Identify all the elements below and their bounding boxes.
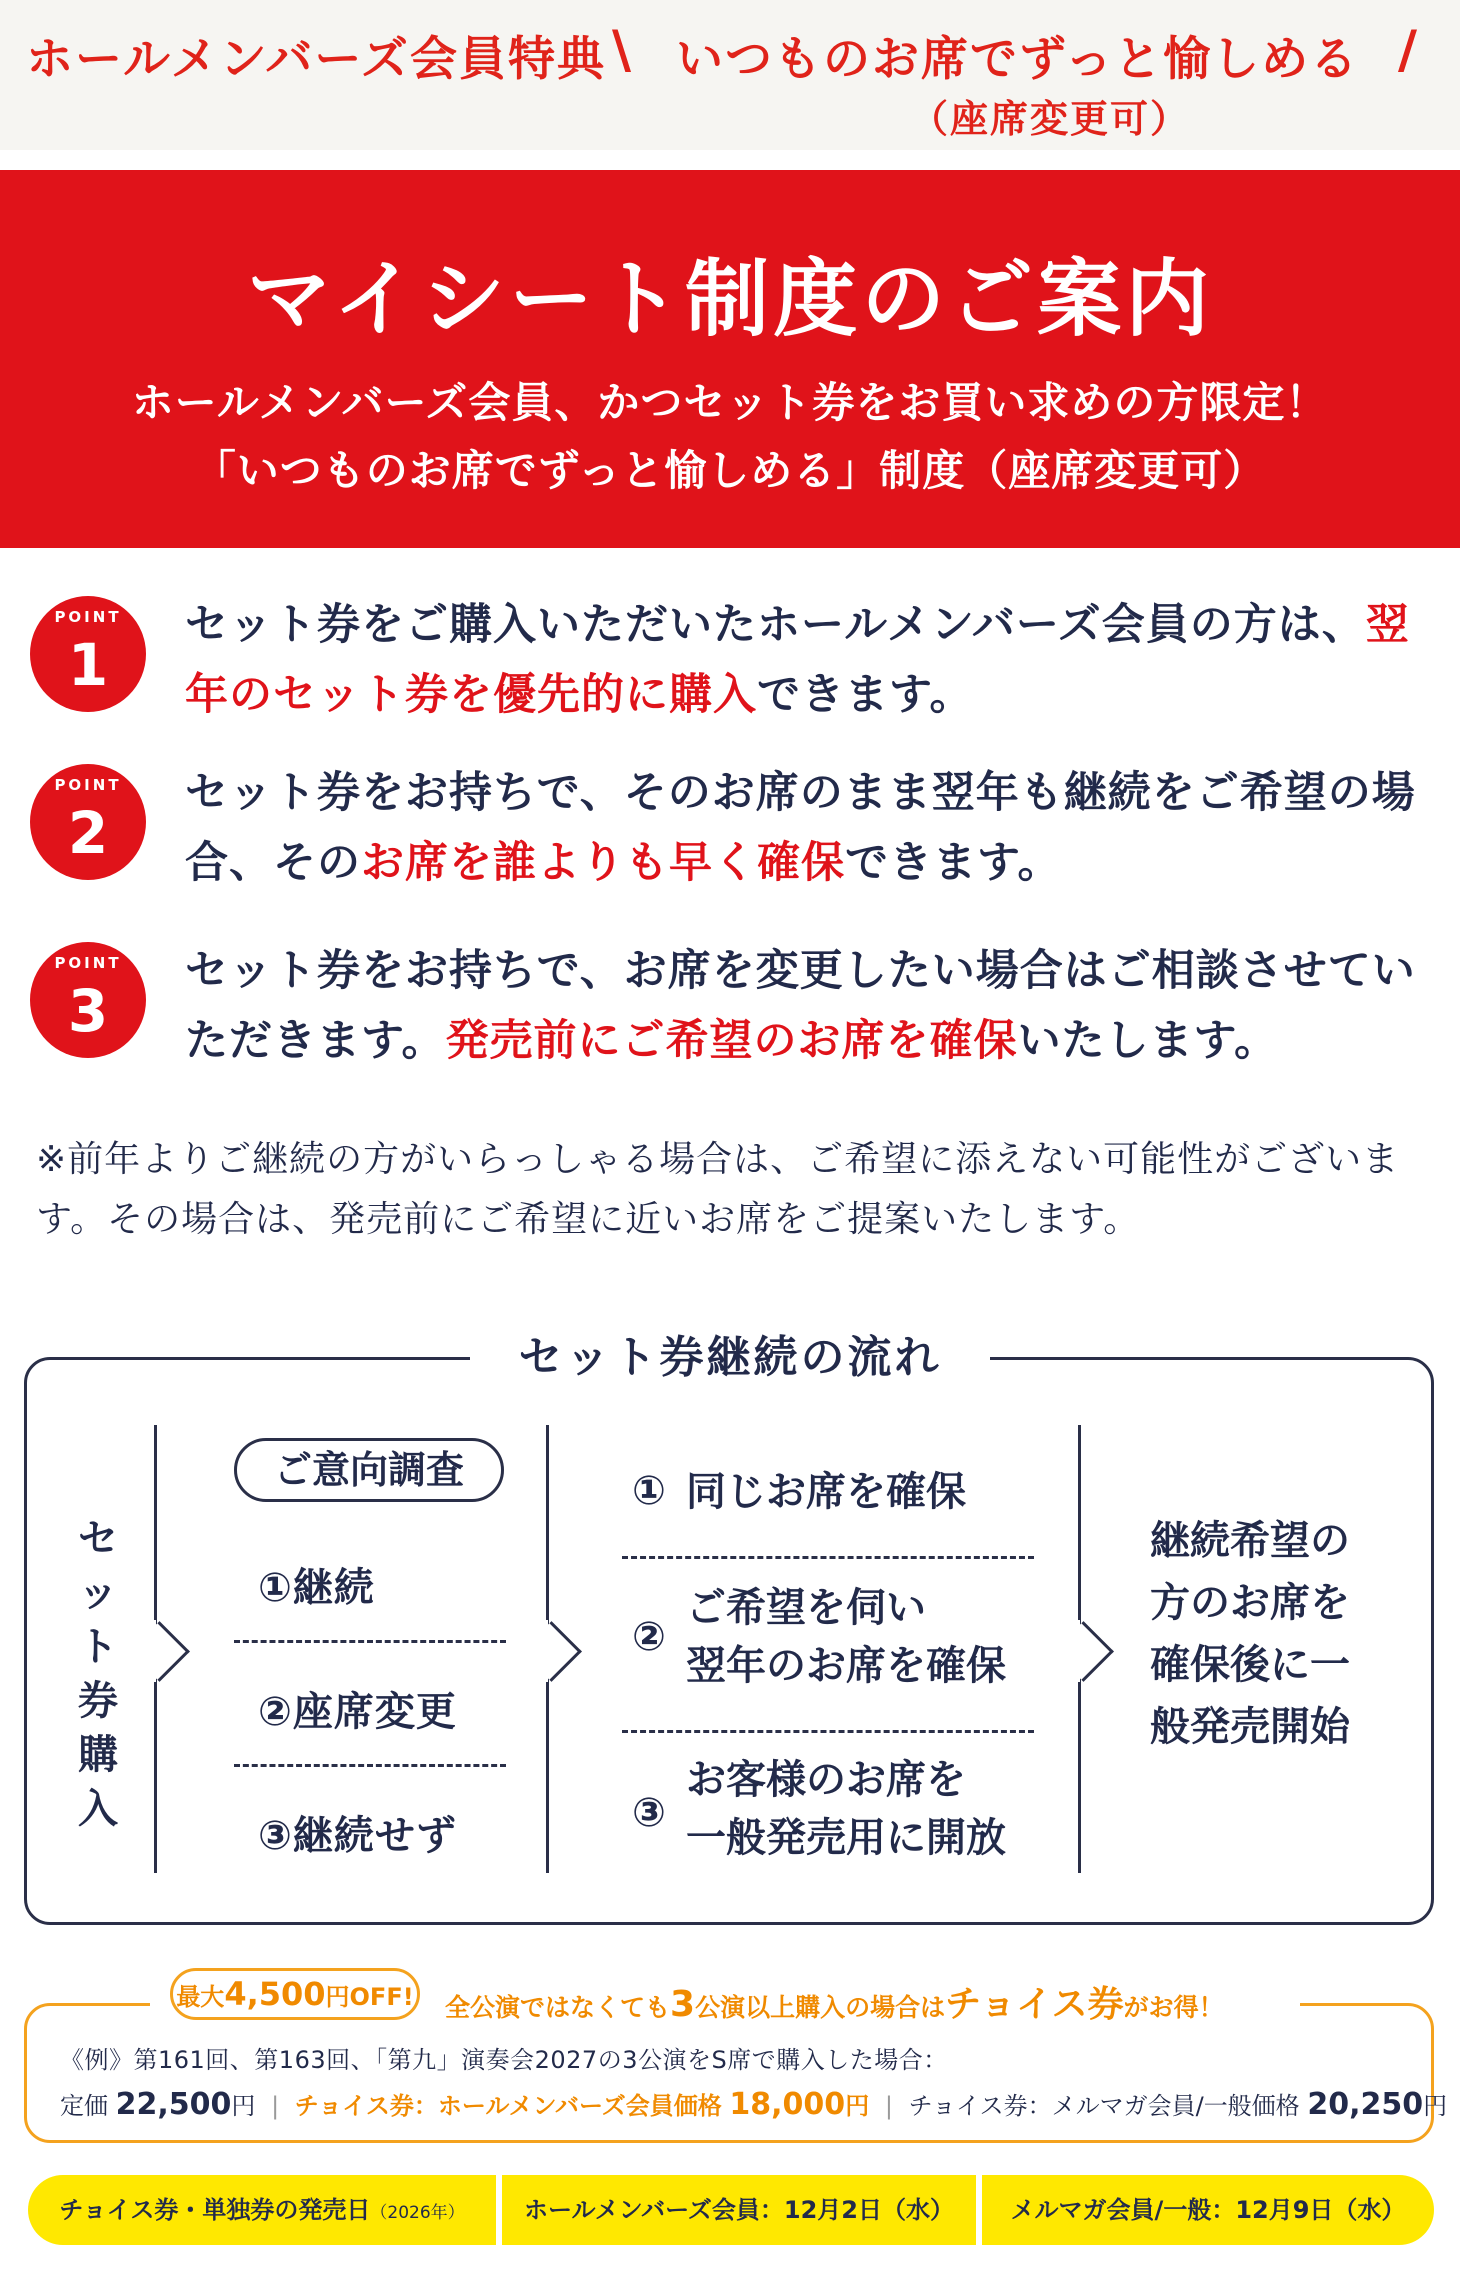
- final-line: 継続希望の: [1150, 1518, 1350, 1564]
- header-tagline-sub: （座席変更可）: [910, 97, 1191, 141]
- point-text-b: いたします。: [1017, 1016, 1279, 1066]
- header-slash-left: \: [612, 20, 631, 80]
- result-2-number: ②: [632, 1614, 666, 1660]
- promo-text-c: がお得！: [1123, 1993, 1224, 2022]
- point-2: [30, 758, 1450, 908]
- price-general-value: 20,250: [1307, 2087, 1424, 2122]
- flow-start-char: ト: [78, 1624, 118, 1670]
- point-text-b: できます。: [845, 838, 1062, 888]
- yen: 円: [231, 2092, 256, 2120]
- price-member-label: チョイス券：ホールメンバーズ会員価格: [294, 2092, 722, 2120]
- flow-title: セット券継続の流れ: [518, 1332, 942, 1383]
- point-1: [30, 590, 1450, 740]
- point-text-a: セット券をお持ちで、お席を変更したい場合はご相談させていただきます。: [185, 946, 1416, 1066]
- flow-start-label: [78, 1512, 118, 1836]
- price-comparison: [60, 2086, 1447, 2122]
- point-2-badge: [30, 764, 146, 880]
- point-badge-word: POINT: [54, 776, 122, 794]
- point-badge-word: POINT: [54, 954, 122, 972]
- banner-subtitle-2: 「いつものお席でずっと愉しめる」制度（座席変更可）: [193, 446, 1267, 495]
- page-title: マイシート制度のご案内: [246, 250, 1214, 348]
- flow-arrow-2-cover: [542, 1620, 548, 1682]
- header-tagline: いつものお席でずっと愉しめる: [676, 32, 1360, 87]
- price-general-label: チョイス券：メルマガ会員/一般価格: [908, 2092, 1300, 2120]
- result-2-line1: ご希望を伺い: [686, 1585, 926, 1631]
- flow-arrow-3-cover: [1074, 1620, 1080, 1682]
- promo-header: [150, 1968, 1300, 2028]
- point-1-badge: [30, 596, 146, 712]
- final-line: 方のお席を: [1150, 1580, 1350, 1626]
- promo-count: 3: [670, 1984, 696, 2025]
- final-line: 般発売開始: [1150, 1704, 1350, 1750]
- pill-suffix: 円OFF!: [325, 1983, 414, 2011]
- sale-date-general: メルマガ会員/一般：12月9日（水）: [982, 2175, 1434, 2245]
- flow-dash: [622, 1730, 1034, 1733]
- discount-pill: [170, 1968, 420, 2020]
- separator: |: [884, 2092, 893, 2120]
- sale-year: （2026年）: [370, 2203, 465, 2223]
- flow-dash: [622, 1556, 1034, 1559]
- result-3-number: ③: [632, 1790, 666, 1836]
- price-member-value: 18,000: [729, 2087, 846, 2122]
- flow-start-char: 券: [78, 1678, 118, 1724]
- flow-start-char: ッ: [78, 1570, 118, 1616]
- promo-example: 《例》第161回、第163回、「第九」演奏会2027の3公演をS席で購入した場合：: [60, 2046, 948, 2074]
- choice-ticket-label: チョイス券: [945, 1984, 1124, 2025]
- result-3-line1: お客様のお席を: [686, 1757, 966, 1803]
- final-line: 確保後に一: [1150, 1642, 1350, 1688]
- result-3-line2: 一般発売用に開放: [686, 1815, 1006, 1861]
- flow-dash: [234, 1764, 506, 1767]
- flow-option-stop: ③継続せず: [258, 1813, 457, 1859]
- flow-start-char: 入: [78, 1786, 118, 1832]
- promo-headline: [445, 1976, 1305, 2027]
- flow-start-char: セ: [78, 1516, 118, 1562]
- point-highlight: お席を誰よりも早く確保: [361, 838, 845, 888]
- point-text-a: セット券をご購入いただいたホールメンバーズ会員の方は、: [185, 600, 1366, 650]
- disclaimer-note: ※前年よりご継続の方がいらっしゃる場合は、ご希望に添えない可能性がございます。その場合は、発売前にご希望に近いお席をご提案いたします。: [36, 1139, 1400, 1240]
- point-badge-number: 1: [67, 631, 109, 699]
- pill-prefix: 最大: [176, 1983, 225, 2011]
- header-member-benefit: ホールメンバーズ会員特典: [26, 32, 607, 87]
- flow-final-text: [1150, 1510, 1390, 1758]
- banner-subtitle-1: ホールメンバーズ会員、かつセット券をお買い求めの方限定！: [131, 378, 1329, 427]
- yen: 円: [1423, 2092, 1448, 2120]
- flow-option-change: ②座席変更: [258, 1689, 457, 1735]
- header-slash-right: /: [1398, 20, 1417, 80]
- sale-date-members: ホールメンバーズ会員：12月2日（水）: [502, 2175, 976, 2245]
- point-3: [30, 936, 1450, 1086]
- flow-title-wrap: [470, 1328, 990, 1388]
- promo-text-b: 公演以上購入の場合は: [695, 1993, 946, 2022]
- flow-start-char: 購: [78, 1732, 118, 1778]
- point-badge-word: POINT: [54, 608, 122, 626]
- point-highlight: 翌年のセット券を優先的に購入: [185, 600, 1410, 720]
- separator: |: [271, 2092, 280, 2120]
- promo-text-a: 全公演ではなくても: [445, 1993, 671, 2022]
- result-1-number: ①: [632, 1468, 666, 1514]
- yen: 円: [845, 2092, 870, 2120]
- price-regular-value: 22,500: [115, 2087, 232, 2122]
- title-banner: [0, 170, 1460, 548]
- flow-arrow-1-cover: [150, 1620, 156, 1682]
- point-badge-number: 2: [67, 799, 109, 867]
- point-highlight: 発売前にご希望のお席を確保: [445, 1016, 1018, 1066]
- price-regular-label: 定価: [60, 2092, 108, 2120]
- survey-pill: ご意向調査: [234, 1438, 504, 1502]
- point-2-text: [185, 758, 1435, 898]
- point-text-a: セット券をお持ちで、そのお席のまま翌年も継続をご希望の場合、その: [185, 768, 1416, 888]
- flow-dash: [234, 1640, 506, 1643]
- point-3-badge: [30, 942, 146, 1058]
- point-1-text: [185, 590, 1435, 730]
- point-badge-number: 3: [67, 977, 109, 1045]
- point-text-b: できます。: [757, 670, 974, 720]
- flow-option-continue: ①継続: [258, 1565, 375, 1611]
- result-1-text: 同じお席を確保: [686, 1469, 966, 1515]
- pill-amount: 4,500: [224, 1975, 326, 2013]
- sale-date-label: [28, 2175, 496, 2245]
- point-3-text: [185, 936, 1435, 1076]
- result-2-line2: 翌年のお席を確保: [686, 1643, 1006, 1689]
- sale-label: チョイス券・単独券の発売日: [59, 2196, 371, 2224]
